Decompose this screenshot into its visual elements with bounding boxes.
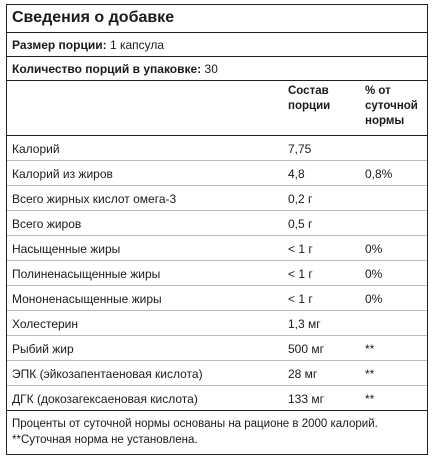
serving-size-value: 1 капсула (109, 38, 165, 52)
table-row (7, 386, 427, 411)
nutrient-name: Холестерин (12, 317, 78, 331)
table-row (7, 336, 427, 361)
dv-header-line: нормы (365, 115, 405, 127)
amount-header-line: Состав (288, 85, 329, 97)
table-row (7, 161, 427, 186)
serving-size-label: Размер порции: (12, 38, 107, 52)
amount-column-header (288, 84, 358, 114)
nutrient-daily-value: 0% (365, 267, 383, 281)
table-row (7, 136, 427, 161)
nutrient-amount: 1,3 мг (288, 317, 321, 331)
serving-size-row (7, 33, 427, 57)
dv-header-line: суточной (365, 100, 418, 112)
dv-header-line: % от (365, 85, 391, 97)
nutrient-name: Калорий из жиров (12, 167, 113, 181)
nutrient-amount: < 1 г (288, 242, 313, 256)
nutrient-daily-value: 0,8% (365, 167, 393, 181)
table-row (7, 211, 427, 236)
nutrient-daily-value: ** (365, 392, 375, 406)
table-row (7, 361, 427, 386)
footnotes (7, 411, 427, 448)
nutrient-amount: 7,75 (288, 142, 312, 156)
nutrient-daily-value: ** (365, 367, 375, 381)
nutrient-name: ЭПК (эйкозапентаеновая кислота) (12, 367, 203, 381)
servings-per-container-row (7, 57, 427, 81)
nutrient-name: Рыбий жир (12, 342, 74, 356)
nutrient-name: Мононенасыщенные жиры (12, 292, 162, 306)
panel-title: Сведения о добавке (7, 5, 427, 33)
nutrient-name: Всего жиров (12, 217, 82, 231)
nutrient-name: Полиненасыщенные жиры (12, 267, 161, 281)
nutrient-name: Калорий (12, 142, 60, 156)
table-row (7, 261, 427, 286)
table-row (7, 311, 427, 336)
servings-per-container-value: 30 (204, 62, 218, 76)
nutrient-amount: 28 мг (288, 367, 318, 381)
nutrient-name: ДГК (докозагексаеновая кислота) (12, 392, 198, 406)
nutrient-amount: < 1 г (288, 292, 313, 306)
nutrient-amount: 4,8 (288, 167, 305, 181)
nutrient-daily-value: 0% (365, 292, 383, 306)
nutrient-daily-value: 0% (365, 242, 383, 256)
footnote: Проценты от суточной нормы основаны на рационе в 2000 калорий. (12, 418, 378, 430)
daily-value-column-header (365, 84, 425, 129)
table-header (7, 81, 427, 136)
table-row (7, 286, 427, 311)
table-row (7, 186, 427, 211)
nutrient-name: Насыщенные жиры (12, 242, 121, 256)
amount-header-line: порции (288, 100, 331, 112)
nutrient-amount: 500 мг (288, 342, 324, 356)
nutrient-daily-value: ** (365, 342, 375, 356)
nutrient-table (7, 136, 427, 411)
servings-per-container-label: Количество порций в упаковке: (12, 62, 202, 76)
nutrient-amount: < 1 г (288, 267, 313, 281)
supplement-facts-panel (6, 4, 428, 455)
footnote: **Суточная норма не установлена. (12, 434, 198, 446)
nutrient-amount: 133 мг (288, 392, 324, 406)
nutrient-amount: 0,5 г (288, 217, 313, 231)
nutrient-name: Всего жирных кислот омега-3 (12, 192, 177, 206)
nutrient-amount: 0,2 г (288, 192, 313, 206)
table-row (7, 236, 427, 261)
